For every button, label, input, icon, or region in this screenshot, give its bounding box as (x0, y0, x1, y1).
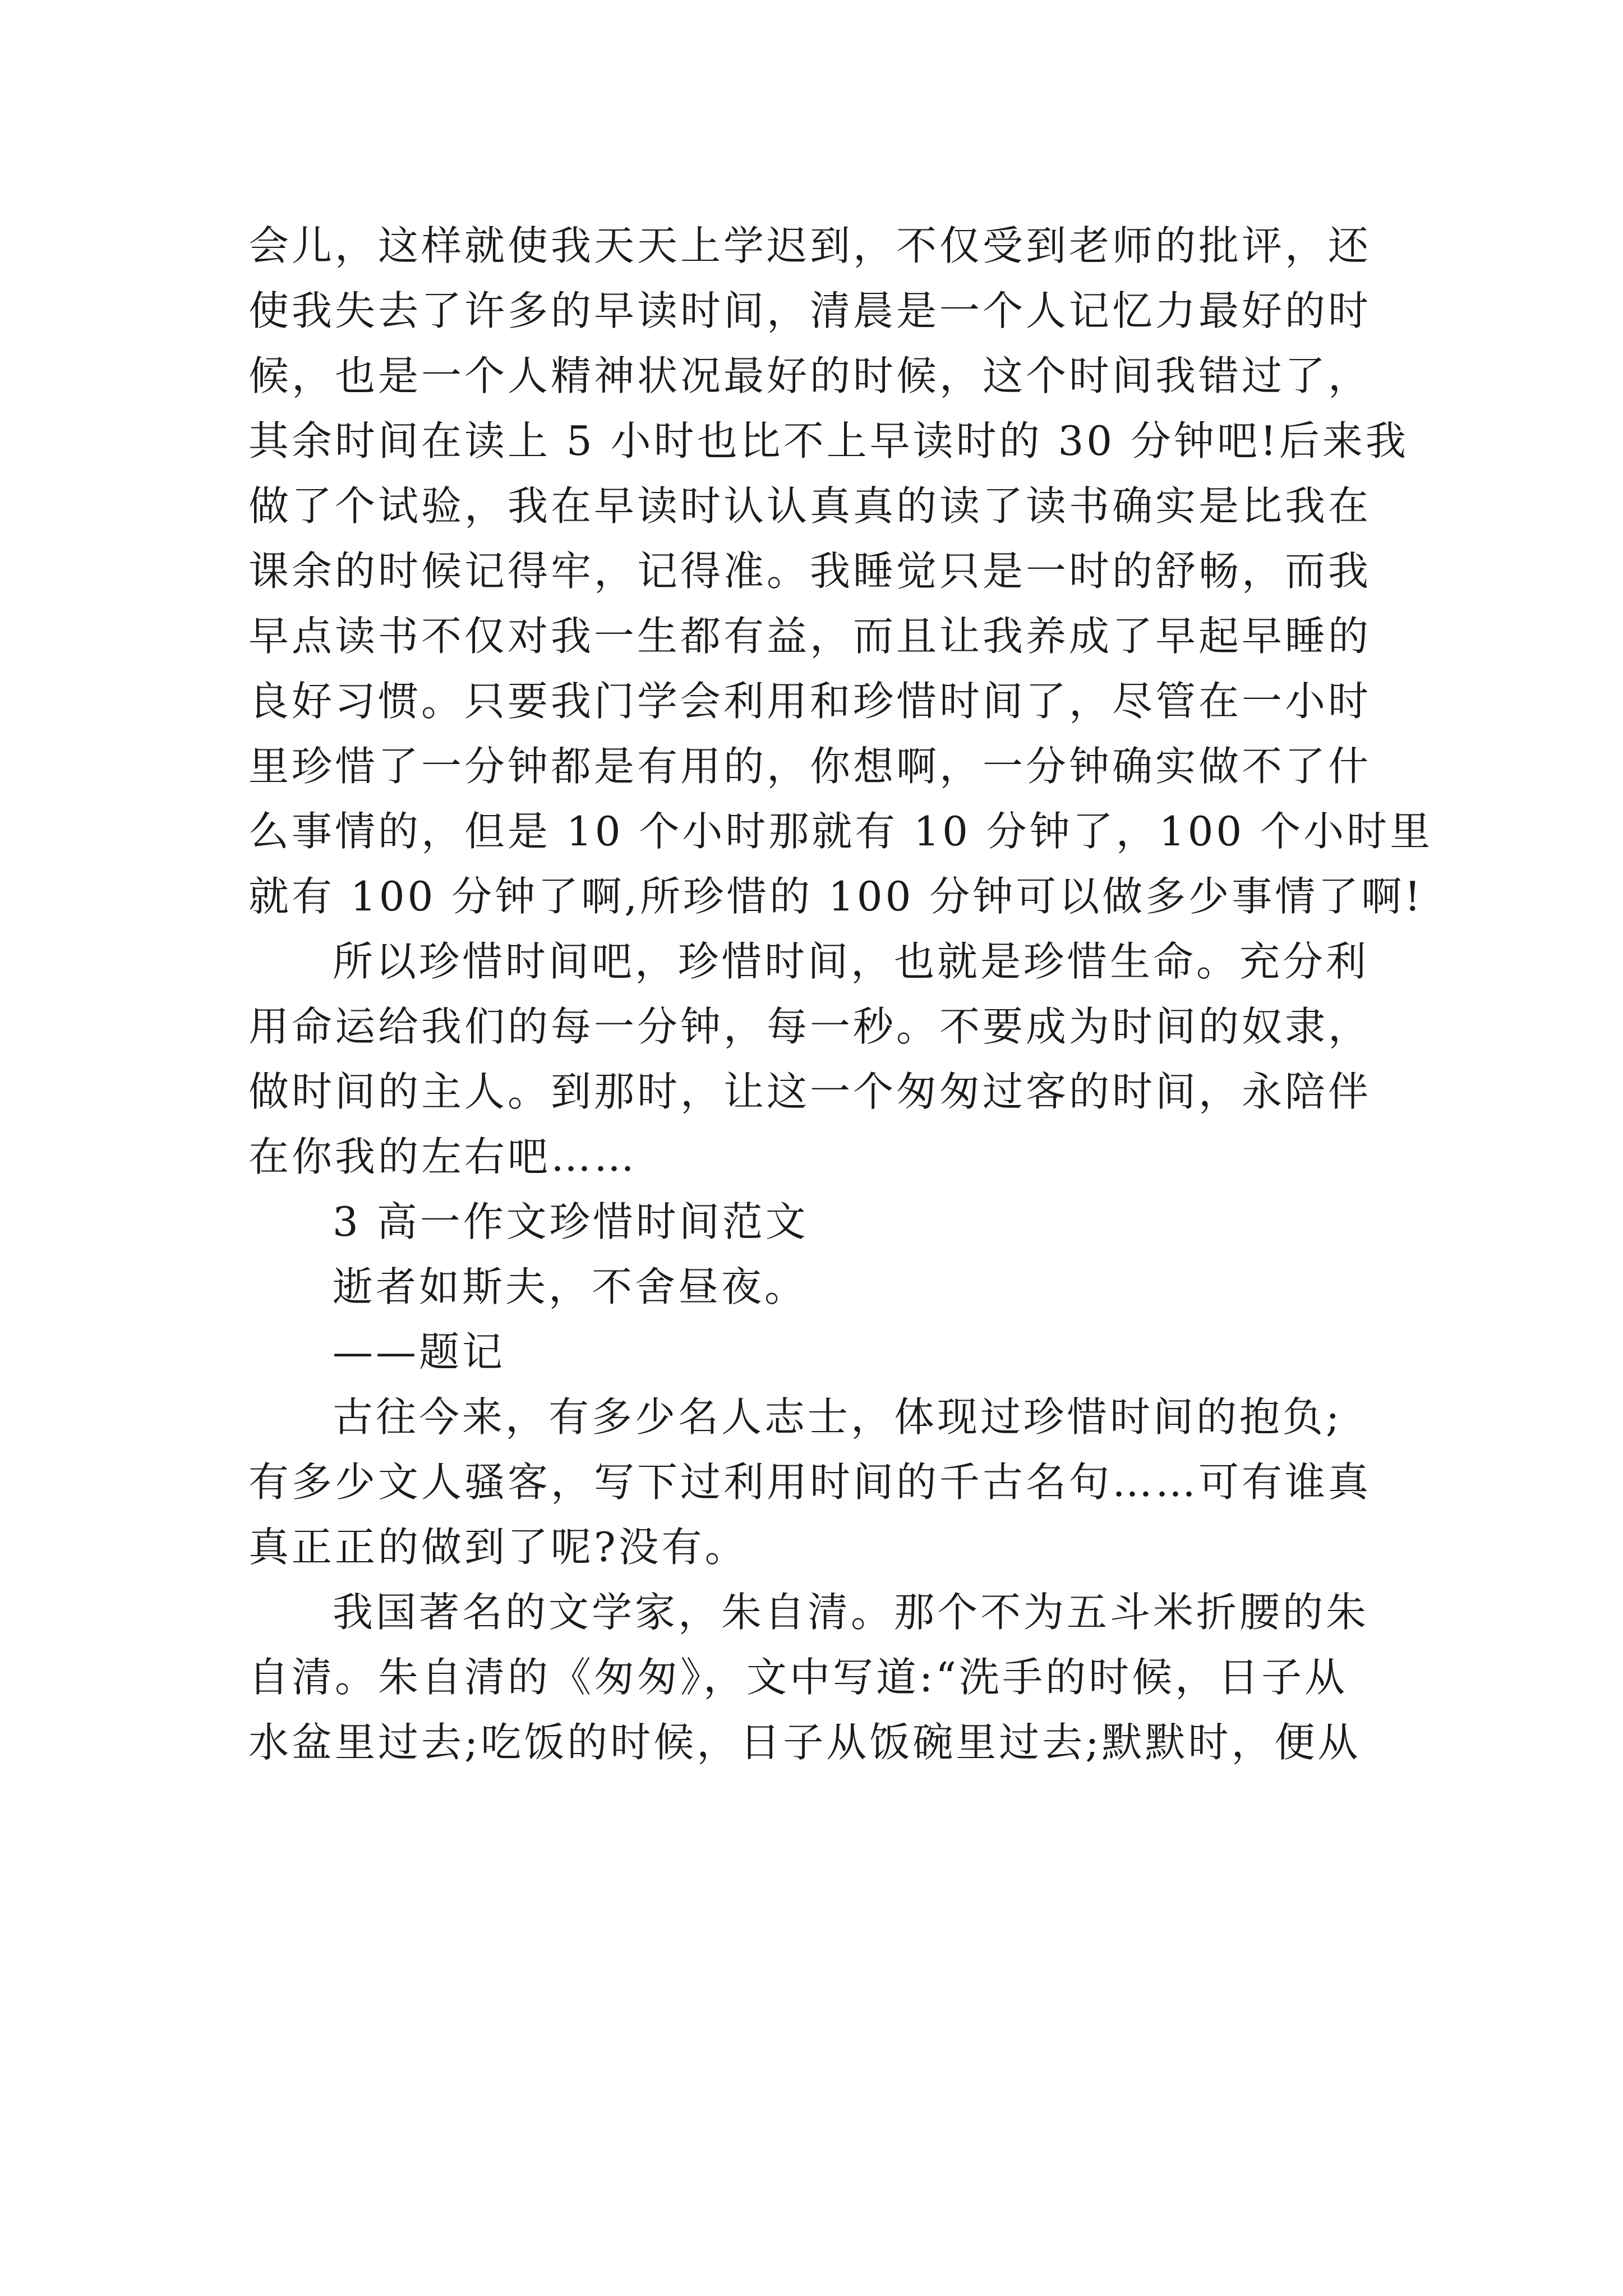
section-heading: 3 高一作文珍惜时间范文 (333, 1198, 809, 1245)
text-line: 候，也是一个人精神状况最好的时候，这个时间我错过了， (248, 352, 1372, 399)
text-line: 自清。朱自清的《匆匆》，文中写道:“洗手的时候，日子从 (248, 1654, 1348, 1701)
document-body (248, 213, 1433, 1775)
text-line: 水盆里过去;吃饭的时候，日子从饭碗里过去;默默时，便从 (248, 1719, 1361, 1766)
text-line: 会儿，这样就使我天天上学迟到，不仅受到老师的批评，还 (248, 222, 1372, 269)
paragraph-start-line: 我国著名的文学家，朱自清。那个不为五斗米折腰的朱 (333, 1589, 1370, 1636)
text-line: 使我失去了许多的早读时间，清晨是一个人记忆力最好的时 (248, 287, 1372, 334)
text-line: 有多少文人骚客，写下过利用时间的千古名句……可有谁真 (248, 1458, 1372, 1506)
text-line: 里珍惜了一分钟都是有用的，你想啊，一分钟确实做不了什 (248, 743, 1372, 790)
epigraph-attribution: ——题记 (333, 1328, 506, 1375)
text-line: 良好习惯。只要我门学会利用和珍惜时间了，尽管在一小时 (248, 678, 1372, 725)
text-line: 做时间的主人。到那时，让这一个匆匆过客的时间，永陪伴 (248, 1068, 1372, 1115)
text-line: 课余的时候记得牢，记得准。我睡觉只是一时的舒畅，而我 (248, 547, 1372, 595)
text-line: 么事情的，但是 10 个小时那就有 10 分钟了，100 个小时里 (248, 808, 1433, 855)
paragraph-start-line: 古往今来，有多少名人志士，体现过珍惜时间的抱负; (333, 1393, 1343, 1441)
paragraph-start-line: 所以珍惜时间吧，珍惜时间，也就是珍惜生命。充分利 (333, 938, 1370, 985)
text-line: 在你我的左右吧…… (248, 1133, 638, 1180)
text-line: 真正正的做到了呢?没有。 (248, 1524, 748, 1571)
text-line: 做了个试验，我在早读时认认真真的读了读书确实是比我在 (248, 482, 1372, 530)
text-line: 就有 100 分钟了啊,所珍惜的 100 分钟可以做多少事情了啊! (248, 873, 1424, 920)
text-line: 其余时间在读上 5 小时也比不上早读时的 30 分钟吧!后来我 (248, 417, 1409, 464)
text-line: 用命运给我们的每一分钟，每一秒。不要成为时间的奴隶， (248, 1003, 1372, 1050)
epigraph: 逝者如斯夫，不舍昼夜。 (333, 1263, 808, 1310)
text-line: 早点读书不仅对我一生都有益，而且让我养成了早起早睡的 (248, 613, 1372, 660)
